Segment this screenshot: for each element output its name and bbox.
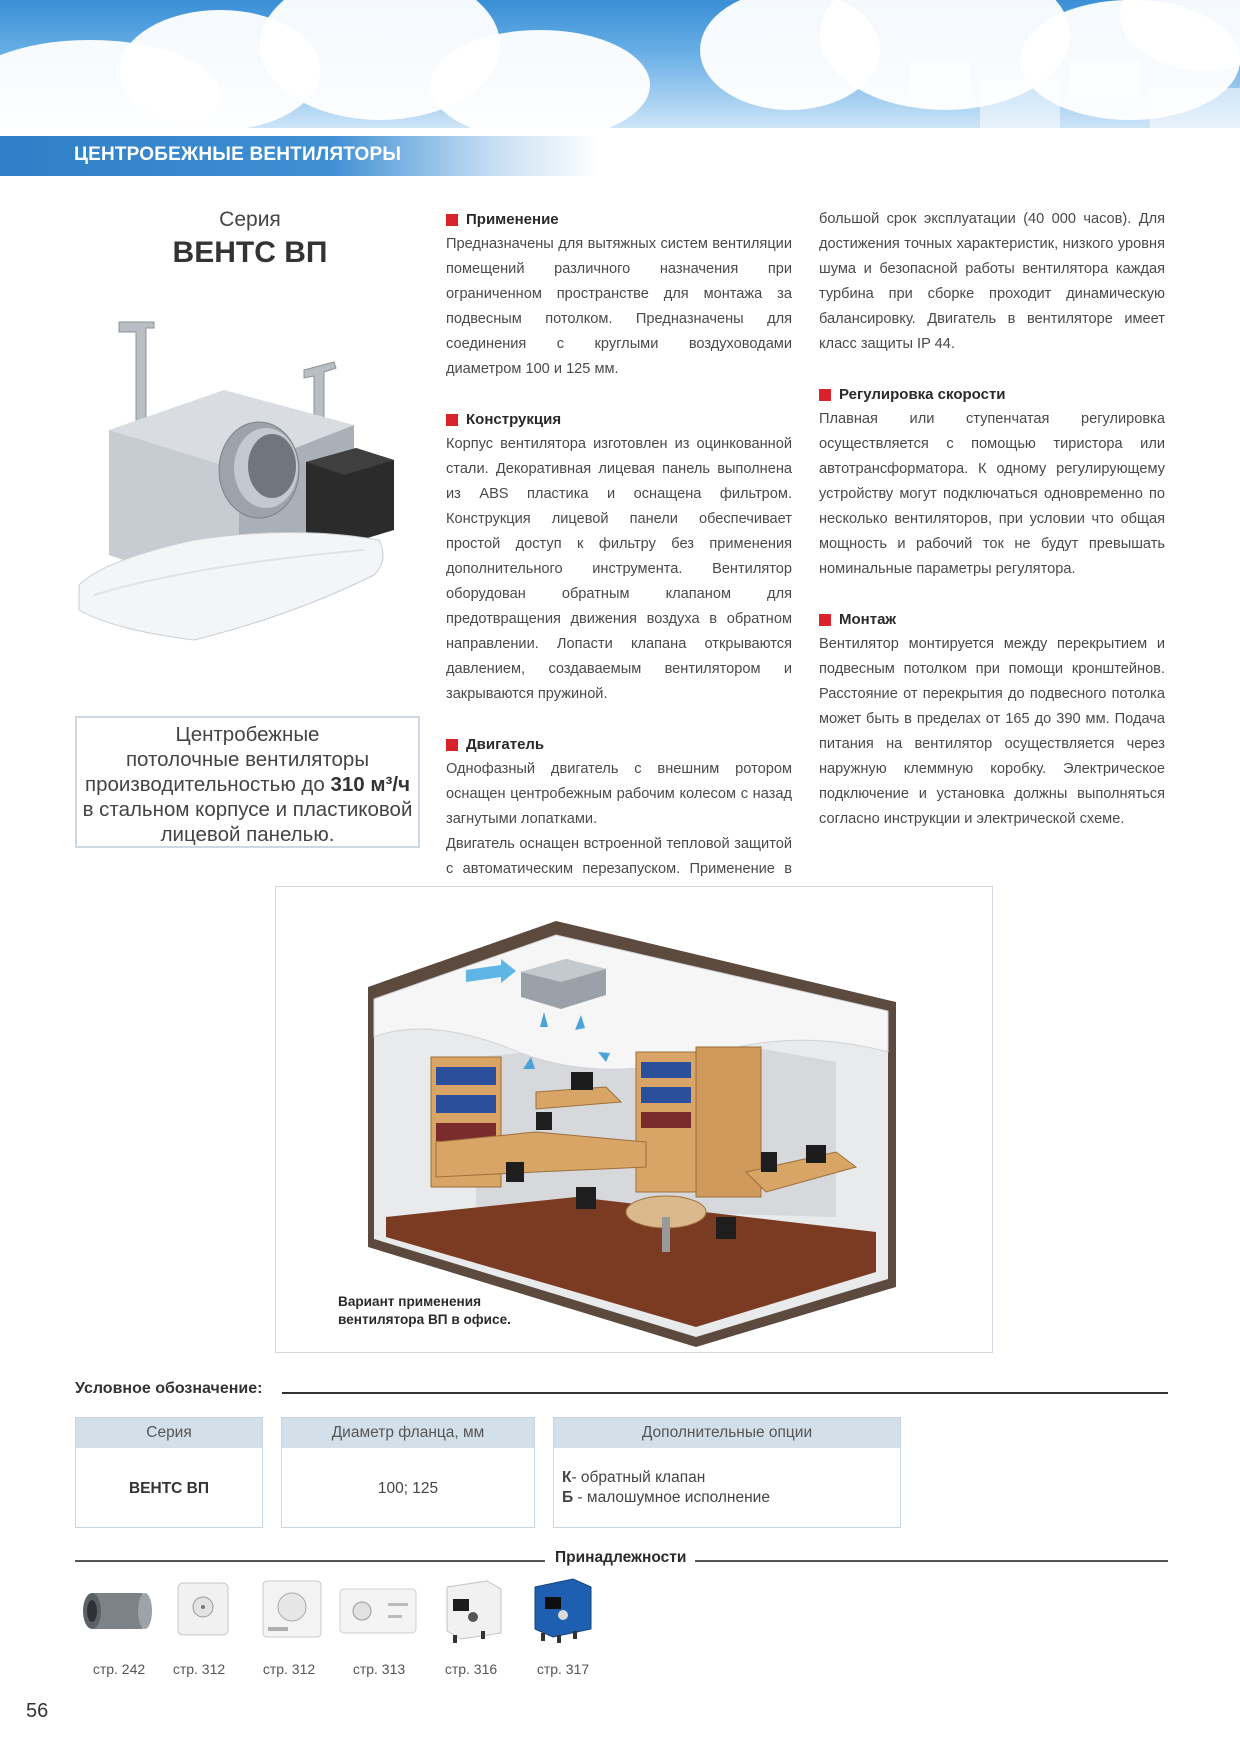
accessories-rule-left (75, 1560, 545, 1562)
blue-transformer-icon[interactable] (527, 1575, 607, 1650)
motor-text-3: большой срок эксплуатации (40 000 часов). Для достижения точных характеристик, низкого уровня шума и безопасной работы вентилятора каждая турбина при сборке проходит динамическую балансировку. Двигатель в вентиляторе имеет класс защиты IP 44. (819, 211, 1165, 352)
designation-series-cell (75, 1417, 263, 1528)
option-check-valve: К- обратный клапан (562, 1469, 706, 1486)
accessories-title: Принадлежности (555, 1549, 687, 1566)
motor-text-1: Однофазный двигатель с внешним ротором оснащен центробежным рабочим колесом с назад загнутыми лопатками. (446, 761, 792, 827)
section-band (0, 136, 600, 176)
application-text: Предназначены для вытяжных систем вентиляции помещений различного назначения при ограниченном пространстве для монтажа за подвесным потолком. Предназначены для соединения с круглыми воздуховодами диаметром 100 и 125 мм. (446, 236, 792, 377)
summary-line: лицевой панелью. (160, 823, 335, 846)
series-name: ВЕНТС ВП (172, 236, 328, 269)
summary-line: потолочные вентиляторы (125, 748, 370, 771)
flat-controller-icon[interactable] (338, 1575, 418, 1650)
section-title: ЦЕНТРОБЕЖНЫЕ ВЕНТИЛЯТОРЫ (74, 144, 402, 165)
options-header: Дополнительные опции (554, 1418, 900, 1448)
right-text-column (819, 207, 1165, 832)
header-sky-banner (0, 0, 1240, 128)
options-list (562, 1468, 900, 1508)
office-illustration (275, 886, 993, 1353)
heading-speed-control: Регулировка скорости (819, 382, 1165, 407)
accessory-caption[interactable]: стр. 317 (536, 1661, 590, 1677)
accessories-rule-right (695, 1560, 1168, 1562)
diameter-header: Диаметр фланца, мм (282, 1418, 534, 1448)
illustration-caption: Вариант применения вентилятора ВП в офисе. (338, 1294, 511, 1327)
diameter-value: 100; 125 (377, 1480, 439, 1497)
speed-control-text: Плавная или ступенчатая регулировка осуществляется с помощью тиристора или автотрансформатора. К одному регулирующему устройству могут подключаться одновременно по несколько вентиляторов, при условии что общая мощность и рабочий ток не будут превышать номинальные параметры регулятора. (819, 411, 1165, 577)
dimmer-controller-icon[interactable] (258, 1575, 338, 1650)
designation-diameter-cell (281, 1417, 535, 1528)
designation-options-cell (553, 1417, 901, 1528)
accessory-caption[interactable]: стр. 313 (352, 1661, 406, 1677)
page-number: 56 (26, 1700, 49, 1722)
accessory-caption[interactable]: стр. 312 (172, 1661, 226, 1677)
heading-mounting: Монтаж (819, 607, 1165, 632)
heading-application: Применение (446, 207, 792, 232)
option-low-noise: Б - малошумное исполнение (562, 1489, 770, 1506)
summary-line: производительностью до 310 м³/ч (85, 773, 410, 796)
designation-rule (282, 1392, 1168, 1394)
heading-motor: Двигатель (446, 732, 792, 757)
mounting-text: Вентилятор монтируется между перекрытием и подвесным потолком при помощи кронштейнов. Расстояние от перекрытия до подвесного потолка может быть в пределах от 165 до 390 мм. Подача питания на вентилятор осуществляется через наружную клеммную коробку. Электрическое подключение и установка должны выполняться согласно инструкции и электрической схеме. (819, 636, 1165, 827)
accessory-caption[interactable]: стр. 312 (262, 1661, 316, 1677)
accessory-caption[interactable]: стр. 242 (92, 1661, 146, 1677)
middle-text-column (446, 207, 792, 907)
product-image (74, 310, 404, 660)
construction-text: Корпус вентилятора изготовлен из оцинкованной стали. Декоративная лицевая панель выполнена из ABS пластика и оснащена фильтром. Конструкция лицевой панели обеспечивает простой доступ к фильтру без применения дополнительного инструмента. Вентилятор оборудован обратным клапаном для предотвращения движения воздуха в обратном направлении. Лопасти клапана открываются давлением, создаваемым вентилятором и закрываются пружиной. (446, 436, 792, 702)
capacity-value: 310 м³/ч (330, 773, 410, 796)
motor-text-2: Двигатель оснащен встроенной тепловой защитой с автоматическим перезапуском. Применение в (446, 836, 792, 877)
summary-line: в стальном корпусе и пластиковой (82, 798, 413, 821)
accessory-caption[interactable]: стр. 316 (444, 1661, 498, 1677)
designation-label: Условное обозначение: (75, 1380, 263, 1397)
silencer-icon[interactable] (78, 1575, 158, 1650)
product-summary-box (75, 716, 420, 848)
transformer-box-icon[interactable] (437, 1575, 517, 1650)
series-value: ВЕНТС ВП (128, 1480, 210, 1497)
summary-line: Центробежные (175, 723, 320, 746)
series-label: Серия (219, 208, 281, 231)
heading-construction: Конструкция (446, 407, 792, 432)
series-header: Серия (76, 1418, 262, 1448)
speed-controller-icon[interactable] (170, 1575, 250, 1650)
